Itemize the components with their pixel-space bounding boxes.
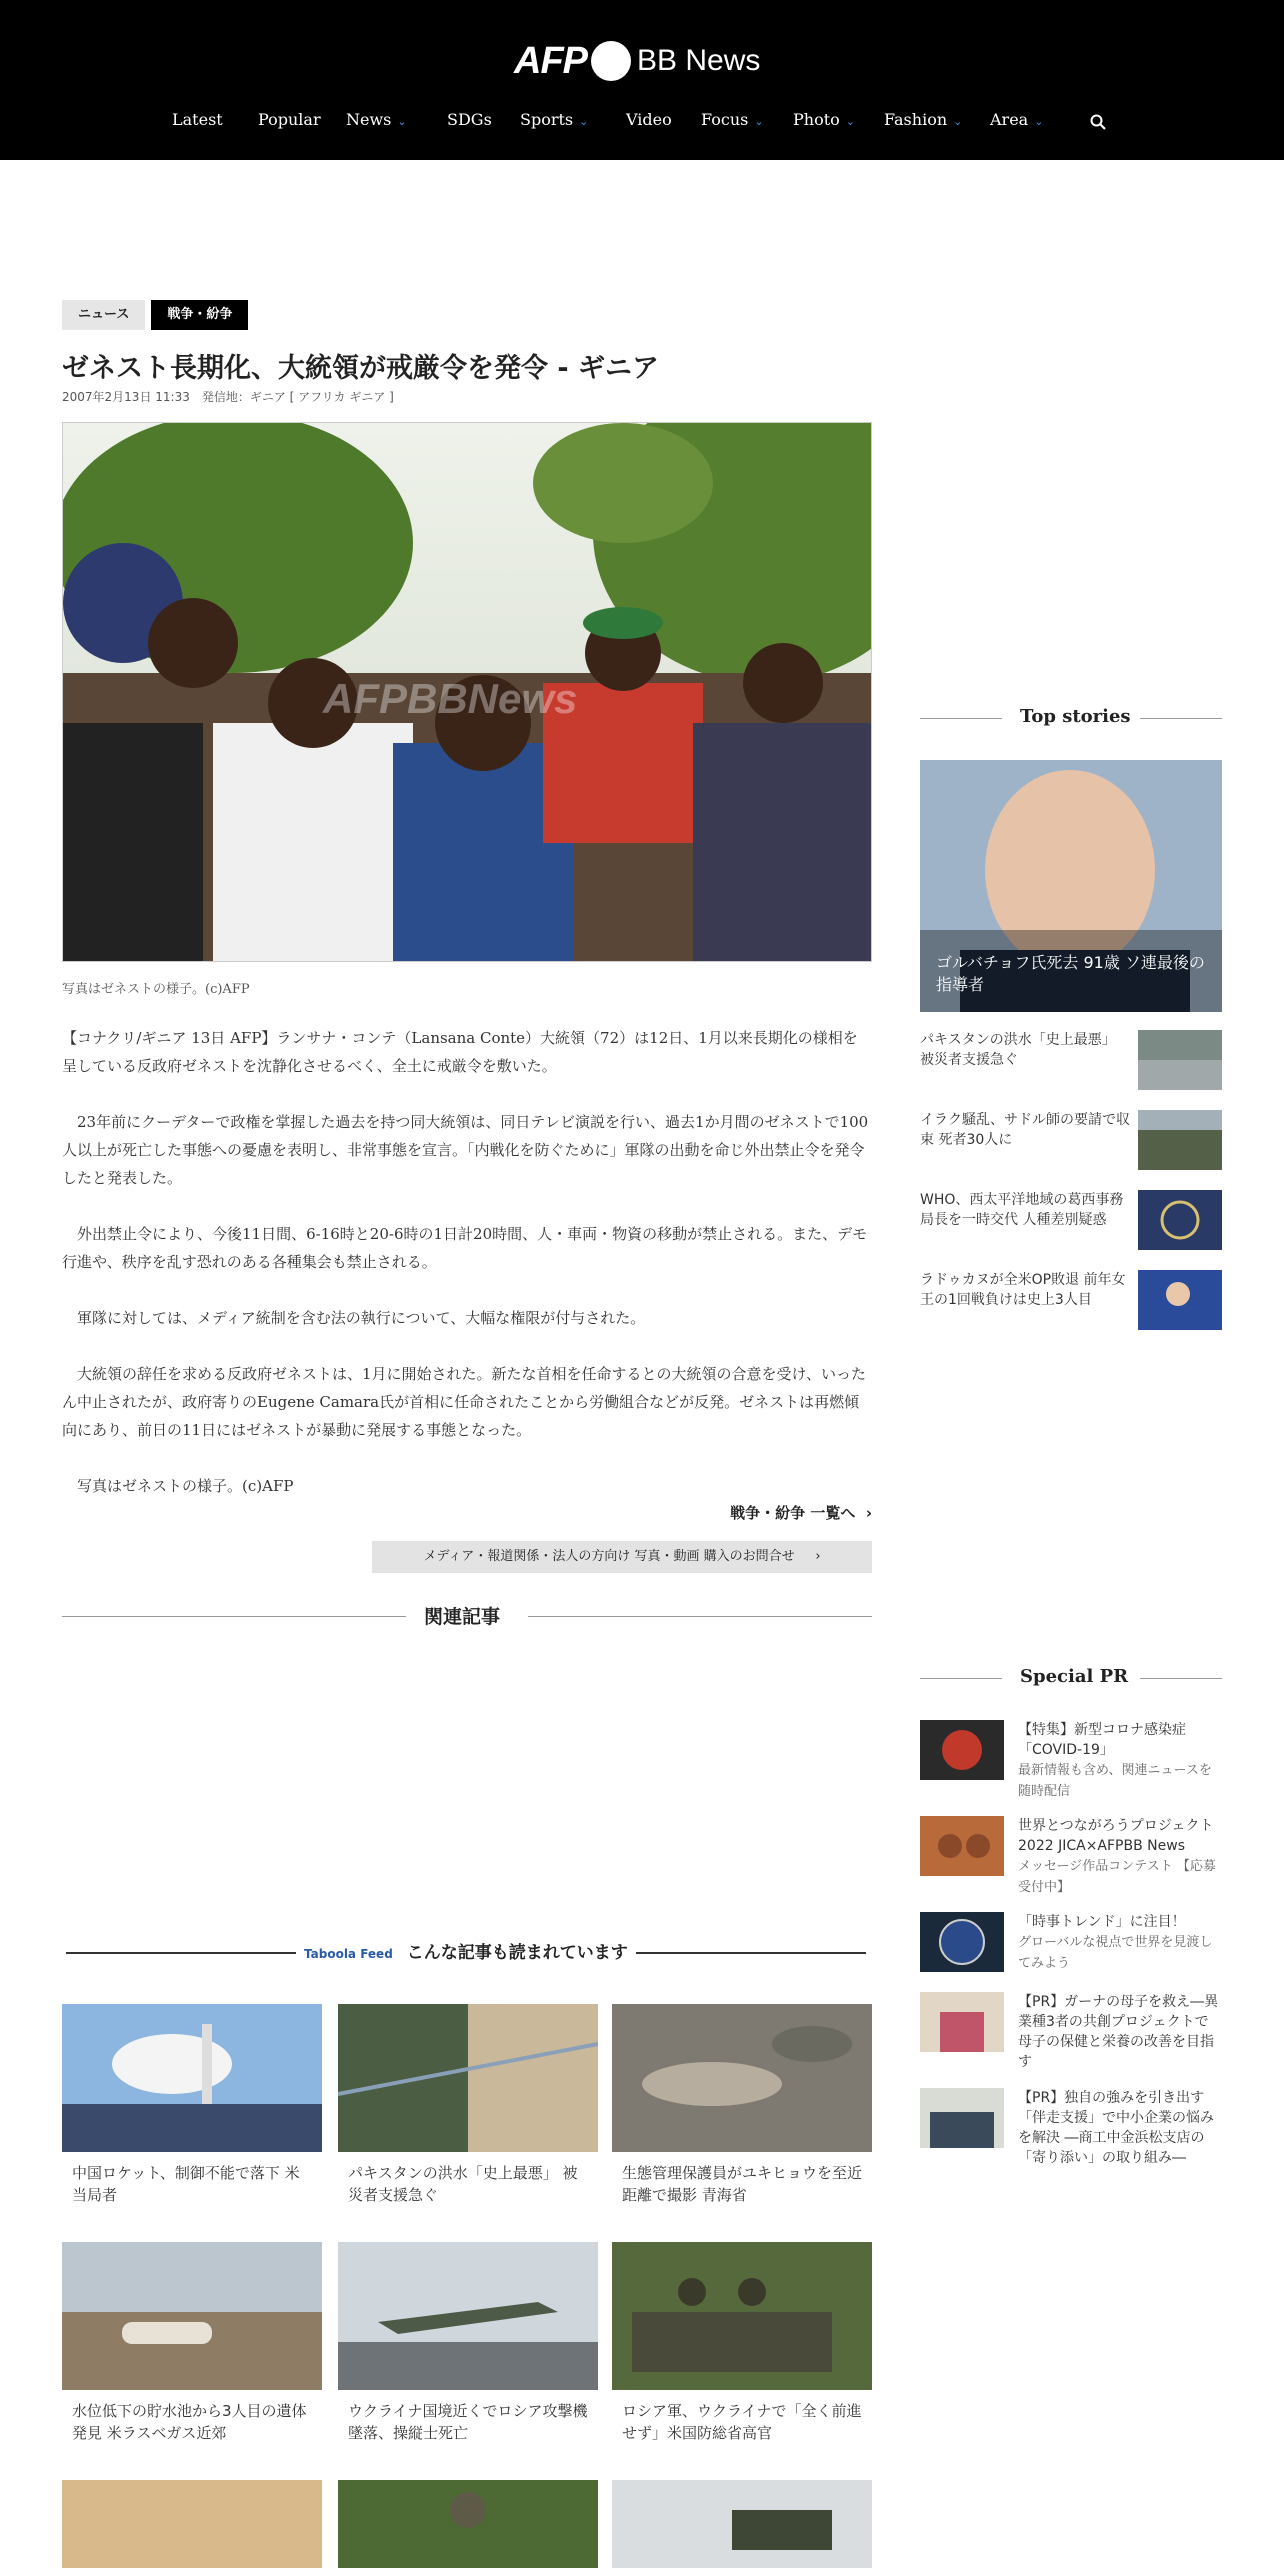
- search-icon[interactable]: [1090, 114, 1106, 130]
- feed-card[interactable]: [338, 2004, 598, 2206]
- card-title: ロシア軍、ウクライナで「全く前進せず」米国防総省高官: [622, 2402, 862, 2442]
- related-articles-title: 関連記事: [424, 1606, 501, 1628]
- card-title: 水位低下の貯水池から3人目の遺体発見 米ラスベガス近郊: [72, 2402, 307, 2442]
- divider: [1140, 718, 1222, 719]
- pr-title: 「時事トレンド」に注目！: [1018, 1914, 1186, 1930]
- divider: [920, 1678, 1002, 1679]
- site-logo[interactable]: [514, 36, 760, 86]
- taboola-header: [296, 1938, 636, 1963]
- card-image: [338, 2004, 598, 2152]
- feed-card[interactable]: [612, 2242, 872, 2444]
- chevron-down-icon: ⌄: [1034, 115, 1044, 128]
- pr-text: [1018, 1912, 1222, 1974]
- pr-title: 【PR】独自の強みを引き出す「伴走支援」で中小企業の悩みを解決 ―商工中金浜松支店の「寄り添い」の取り組み―: [1018, 2090, 1214, 2166]
- card-image: [612, 2004, 872, 2152]
- nav-sdgs[interactable]: SDGs: [447, 110, 492, 129]
- photo-caption: 写真はゼネストの様子。(c)AFP: [62, 982, 250, 997]
- card-image: [612, 2480, 872, 2568]
- pr-text: [1018, 1720, 1222, 1802]
- card-image: [338, 2242, 598, 2390]
- desert-image: [62, 2480, 322, 2568]
- feed-card[interactable]: [338, 2242, 598, 2444]
- special-pr-title: Special PR: [1020, 1666, 1129, 1687]
- virus-image: [920, 1720, 1004, 1780]
- card-title: ウクライナ国境近くでロシア攻撃機墜落、操縦士死亡: [348, 2402, 588, 2442]
- top-story-item[interactable]: [920, 1190, 1222, 1252]
- divider: [528, 1616, 872, 1617]
- feed-card[interactable]: [612, 2004, 872, 2206]
- tennis-player-image: [1138, 1270, 1222, 1330]
- article-paragraph: 【コナクリ/ギニア 13日 AFP】ランサナ・コンテ（Lansana Conte）大統領（72）は12日、1月以来長期化の様相を呈している反政府ゼネストを沈静化させるべく、全土に戒厳令を敷いた。: [62, 1029, 858, 1075]
- nav-area[interactable]: Area ⌄: [990, 110, 1044, 129]
- top-story-title: パキスタンの洪水「史上最悪」 被災者支援急ぐ: [920, 1032, 1116, 1068]
- feed-card[interactable]: [62, 2004, 322, 2206]
- children-image: [920, 1816, 1004, 1876]
- photo-watermark: AFPBBNews: [323, 675, 578, 722]
- rocket-launcher-image: [612, 2480, 872, 2568]
- main-nav: [0, 110, 1284, 138]
- top-story-thumbnail: [1138, 1270, 1222, 1330]
- chevron-right-icon: ›: [815, 1549, 821, 1564]
- contact-purchase-button[interactable]: メディア・報道関係・法人の方向け 写真・動画 購入のお問合せ ›: [372, 1541, 872, 1573]
- pr-thumbnail: [920, 2088, 1004, 2148]
- pr-thumbnail: [920, 1816, 1004, 1876]
- top-story-item[interactable]: [920, 1030, 1222, 1092]
- pr-subtitle: メッセージ作品コンテスト 【応募受付中】: [1018, 1859, 1216, 1895]
- chevron-down-icon: ⌄: [579, 115, 589, 128]
- nav-fashion[interactable]: Fashion ⌄: [884, 110, 963, 129]
- top-story-thumbnail: [1138, 1190, 1222, 1250]
- pr-thumbnail: [920, 1912, 1004, 1972]
- chevron-down-icon: ⌄: [754, 115, 764, 128]
- top-stories-title: Top stories: [1020, 706, 1131, 727]
- pr-text: [1018, 2088, 1222, 2168]
- chevron-down-icon: ⌄: [845, 115, 855, 128]
- dry-lakebed-image: [62, 2242, 322, 2390]
- chevron-right-icon: ›: [865, 1504, 872, 1522]
- soldier-image: [338, 2480, 598, 2568]
- top-story-title: WHO、西太平洋地域の葛西事務局長を一時交代 人種差別疑惑: [920, 1192, 1124, 1228]
- rocket-launch-image: [62, 2004, 322, 2152]
- article-meta: 2007年2月13日 11:33 発信地：ギニア [ アフリカ ギニア ]: [62, 390, 394, 404]
- snow-leopard-image: [612, 2004, 872, 2152]
- iraq-crowd-image: [1138, 1110, 1222, 1170]
- card-image: [338, 2480, 598, 2568]
- nav-news[interactable]: News ⌄: [346, 110, 407, 129]
- mothers-children-image: [920, 1992, 1004, 2052]
- article-paragraph: 軍隊に対しては、メディア統制を含む法の執行について、大幅な権限が付与された。: [62, 1309, 646, 1327]
- logo-bb-news: BB News: [637, 44, 761, 77]
- top-story-hero-title: ゴルバチョフ氏死去 91歳 ソ連最後の指導者: [936, 953, 1205, 994]
- divider: [1140, 1678, 1222, 1679]
- article-paragraph: 23年前にクーデターで政権を掌握した過去を持つ同大統領は、同日テレビ演説を行い、過去1か月間のゼネストで100人以上が死亡した事態への憂慮を表明し、非常事態を宣言。「内戦化を防ぐために」軍隊の出動を命じ外出禁止令を発令したと発表した。: [62, 1113, 869, 1187]
- site-header: [0, 0, 1284, 160]
- article-photo[interactable]: [62, 422, 872, 962]
- divider: [920, 718, 1002, 719]
- chevron-down-icon: ⌄: [397, 115, 407, 128]
- logo-afp: AFP: [514, 39, 587, 82]
- pr-title: 世界とつながろうプロジェクト2022 JICA×AFPBB News: [1018, 1818, 1214, 1854]
- nav-sports[interactable]: Sports ⌄: [520, 110, 589, 129]
- tank-soldiers-image: [612, 2242, 872, 2390]
- pr-text: [1018, 1992, 1222, 2072]
- article-paragraph: 写真はゼネストの様子。(c)AFP: [62, 1477, 294, 1495]
- pr-text: [1018, 1816, 1222, 1898]
- nav-focus[interactable]: Focus ⌄: [701, 110, 764, 129]
- card-title: 中国ロケット、制御不能で落下 米当局者: [72, 2164, 300, 2204]
- divider: [62, 1616, 406, 1617]
- who-logo-image: [1138, 1190, 1222, 1250]
- article-paragraph: 外出禁止令により、今後11日間、6-16時と20-6時の1日計20時間、人・車両・物資の移動が禁止される。また、デモ行進や、秩序を乱す恐れのある各種集会も禁止される。: [62, 1225, 868, 1271]
- flood-image: [1138, 1030, 1222, 1090]
- taboola-logo[interactable]: Taboola Feed: [304, 1947, 393, 1961]
- nav-latest[interactable]: Latest: [172, 110, 223, 129]
- card-image: [62, 2004, 322, 2152]
- top-story-item[interactable]: [920, 1110, 1222, 1172]
- pr-thumbnail: [920, 1992, 1004, 2052]
- category-list-link[interactable]: 戦争・紛争 一覧へ ›: [730, 1504, 872, 1522]
- article-paragraph: 大統領の辞任を求める反政府ゼネストは、1月に開始された。新たな首相を任命するとの大統領の合意を受け、いったん中止されたが、政府寄りのEugene Camara氏が首相に任命されたことから労働組合などが反発。ゼネストは再燃傾向にあり、前日の11日にはゼネストが暴動に発展する事態となった。: [62, 1365, 866, 1439]
- attack-aircraft-image: [338, 2242, 598, 2390]
- satellite-map-image: [338, 2004, 598, 2152]
- top-story-item[interactable]: [920, 1270, 1222, 1332]
- pr-subtitle: グローバルな視点で世界を見渡してみよう: [1018, 1935, 1213, 1971]
- tag-category[interactable]: 戦争・紛争: [151, 300, 248, 330]
- pr-title: 【特集】新型コロナ感染症「COVID-19」: [1018, 1722, 1186, 1758]
- tag-news[interactable]: ニュース: [62, 300, 145, 330]
- nav-popular[interactable]: Popular: [258, 110, 321, 129]
- taboola-title: こんな記事も読まれています: [406, 1943, 628, 1963]
- feed-card[interactable]: [612, 2480, 872, 2568]
- top-story-thumbnail: [1138, 1030, 1222, 1090]
- card-image: [62, 2480, 322, 2568]
- chevron-down-icon: ⌄: [953, 115, 963, 128]
- feed-card[interactable]: [338, 2480, 598, 2568]
- crowd-photo-image: [63, 423, 872, 962]
- feed-card[interactable]: [62, 2242, 322, 2444]
- pr-title: 【PR】ガーナの母子を救え―異業種3者の共創プロジェクトで母子の保健と栄養の改善を目指す: [1018, 1994, 1219, 2070]
- card-title: 生態管理保護員がユキヒョウを至近距離で撮影 青海省: [622, 2164, 863, 2204]
- top-story-thumbnail: [1138, 1110, 1222, 1170]
- card-image: [62, 2242, 322, 2390]
- top-story-title: イラク騒乱、サドル師の要請で収束 死者30人に: [920, 1112, 1130, 1148]
- nav-photo[interactable]: Photo ⌄: [793, 110, 855, 129]
- logo-dot-icon: [591, 41, 631, 81]
- business-people-image: [920, 2088, 1004, 2148]
- nav-video[interactable]: Video: [626, 110, 672, 129]
- top-story-hero[interactable]: [920, 760, 1222, 1012]
- article-tags: [62, 300, 248, 330]
- pr-thumbnail: [920, 1720, 1004, 1780]
- card-title: パキスタンの洪水「史上最悪」 被災者支援急ぐ: [348, 2164, 578, 2204]
- article-title: ゼネスト長期化、大統領が戒厳令を発令 - ギニア: [62, 353, 660, 384]
- top-story-title: ラドゥカヌが全米OP敗退 前年女王の1回戦負けは史上3人目: [920, 1272, 1126, 1308]
- watch-image: [920, 1912, 1004, 1972]
- card-image: [612, 2242, 872, 2390]
- pr-subtitle: 最新情報も含め、関連ニュースを随時配信: [1018, 1763, 1212, 1799]
- article-body: [62, 1024, 872, 1528]
- feed-card[interactable]: [62, 2480, 322, 2568]
